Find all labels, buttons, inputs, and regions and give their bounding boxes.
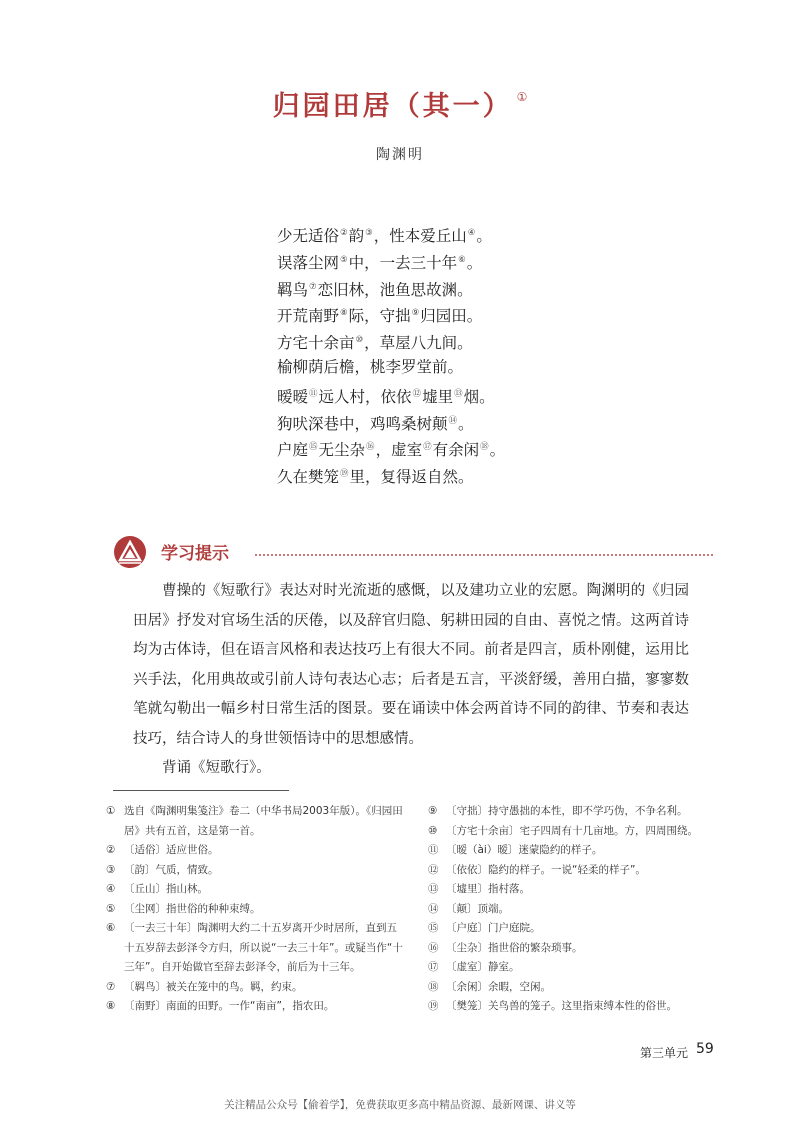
footnote-marker: ④ [467, 228, 476, 238]
poem-author: 陶渊明 [376, 147, 424, 163]
footnote-number: ⑦ [106, 980, 116, 993]
footnote-number: ⑬ [428, 883, 439, 895]
poem-text: 归园田。 [420, 307, 483, 326]
footnote-marker: ③ [365, 228, 373, 238]
poem-text: 少无适俗 [277, 227, 340, 245]
watermark-text: 关注精品公众号【偷着学】，免费获取更多高中精品资源、最新网课、讲义等 [224, 1099, 576, 1111]
footnote-number: ⑧ [106, 1000, 116, 1012]
footnote-text: 〔守拙〕持守愚拙的本性，即不学巧伪，不争名利。 [446, 805, 688, 817]
poem-text: 。 [458, 414, 474, 433]
footnote-number: ② [106, 844, 116, 856]
poem-line [277, 381, 505, 408]
footnote-item [428, 880, 728, 900]
footnote-text: 〔适俗〕适应世俗。 [124, 844, 219, 856]
footnote-marker: ⑪ [309, 388, 318, 399]
title-note-ref: ① [516, 90, 528, 104]
footnote-number: ③ [106, 863, 116, 876]
footnote-text: 〔墟里〕指村落。 [446, 883, 530, 895]
footnote-number: ⑭ [428, 902, 439, 915]
footnote-item [428, 841, 728, 861]
footnote-item [428, 822, 728, 842]
poem-text: 烟。 [463, 387, 495, 406]
footnote-item [106, 880, 406, 900]
footnote-marker: ⑮ [309, 442, 318, 453]
footnote-marker: ⑨ [411, 308, 420, 319]
footnote-item [106, 841, 406, 861]
poem-line [277, 247, 505, 274]
footnote-text: 〔韵〕气质，情致。 [124, 863, 219, 876]
poem-title-text: 归园田居（其一） [272, 91, 513, 122]
poem-text: ，草屋八九间。 [364, 334, 473, 353]
study-tips-body [133, 577, 689, 784]
poem-body [277, 220, 505, 488]
footnote-text: 〔一去三十年〕陶渊明大约二十五岁离开少时居所，直到五十五岁辞去彭泽令方归，所以说“一去三十年”。或疑当作“十三年”。自开始做官至辞去彭泽令，前后为十三年。 [124, 922, 403, 973]
poem-text: ，虚室 [375, 441, 423, 460]
footnote-marker: ⑯ [366, 442, 375, 453]
footnote-text: 〔余闲〕余暇，空闲。 [446, 980, 551, 993]
footnote-marker: ⑧ [340, 308, 348, 319]
footnote-item [106, 919, 406, 978]
poem-line [277, 408, 505, 435]
footnotes-right-column [428, 802, 728, 1017]
poem-text: 。 [466, 253, 483, 272]
poem-line [277, 434, 505, 461]
footnote-text: 〔户庭〕门户庭院。 [446, 922, 541, 934]
footnote-item [106, 861, 406, 881]
poem-text: 远人村，依依 [318, 387, 412, 406]
poem-text: 无尘杂 [318, 441, 366, 460]
poem-text: 方宅十余亩 [277, 334, 355, 353]
poem-text: 恋旧林，池鱼思故渊。 [317, 280, 473, 299]
poem-line [277, 327, 505, 354]
footnote-marker: ⑭ [448, 415, 458, 426]
poem-text: 榆柳荫后檐，桃李罗堂前。 [277, 357, 464, 376]
page-number: 59 [696, 1041, 714, 1057]
footnote-text: 〔尘网〕指世俗的种种束缚。 [124, 902, 261, 915]
poem-text: 狗吠深巷中，鸡鸣桑树颠 [277, 414, 448, 433]
footnote-item [428, 802, 728, 822]
footnote-marker: ⑦ [309, 281, 317, 292]
poem-text: 。 [476, 227, 492, 245]
footnote-number: ⑫ [428, 863, 439, 876]
footnote-item [428, 958, 728, 978]
footnote-number: ① [106, 805, 116, 817]
footnote-number: ⑮ [428, 922, 439, 934]
footnote-number: ⑲ [428, 1000, 439, 1012]
footnote-text: 〔暧（ài）暧〕迷蒙隐约的样子。 [446, 844, 603, 856]
poem-text: ，性本爱丘山 [373, 227, 467, 245]
unit-label: 第三单元 [640, 1046, 689, 1060]
poem-text: 墟里 [422, 387, 454, 406]
footnote-text: 〔南野〕南面的田野。一作“南亩”，指农田。 [124, 1000, 335, 1012]
footnote-item [428, 900, 728, 920]
poem-line [277, 354, 505, 381]
footnote-number: ⑤ [106, 902, 116, 915]
footnote-number: ⑨ [428, 805, 438, 817]
footnote-item [428, 861, 728, 881]
footnote-text: 〔方宅十余亩〕宅子四周有十几亩地。方，四周围绕。 [446, 824, 698, 837]
poem-text: 误落尘网 [277, 253, 340, 272]
footnote-marker: ⑬ [454, 388, 463, 399]
footnote-item [106, 802, 406, 841]
footnote-text: 〔尘杂〕指世俗的繁杂琐事。 [446, 941, 583, 954]
footnote-marker: ⑩ [355, 335, 364, 346]
study-tips-header [113, 535, 713, 569]
footnote-item [428, 939, 728, 959]
footnote-marker: ⑫ [412, 388, 422, 399]
footnote-marker: ⑤ [340, 254, 348, 265]
poem-text: 。 [489, 441, 506, 460]
footnote-number: ⑩ [428, 824, 438, 837]
footnote-marker: ⑲ [340, 469, 349, 480]
footnote-text: 〔丘山〕指山林。 [124, 883, 208, 895]
footnote-item [106, 997, 406, 1017]
study-tips-title: 学习提示 [161, 544, 229, 564]
footnote-item [428, 997, 728, 1017]
dotted-divider [255, 554, 713, 556]
footnote-marker: ⑥ [458, 254, 466, 265]
footnote-item [428, 919, 728, 939]
poem-text: 韵 [348, 227, 365, 245]
poem-text: 户庭 [277, 441, 309, 460]
poem-line [277, 461, 505, 488]
poem-text: 有余闲 [432, 441, 480, 460]
footnotes-left-column [106, 802, 406, 1017]
footnote-number: ⑱ [428, 980, 439, 993]
study-tips-paragraph: 曹操的《短歌行》表达对时光流逝的感慨，以及建功立业的宏愿。陶渊明的《归园田居》抒发对官场生活的厌倦，以及辞官归隐、躬耕田园的自由、喜悦之情。这两首诗均为古体诗，但在语言风格和表达技巧上有很大不同。前者是四言，质朴刚健，运用比兴手法，化用典故或引前人诗句表达心志；后者是五言，平淡舒缓，善用白描，寥寥数笔就勾勒出一幅乡村日常生活的图景。要在诵读中体会两首诗不同的韵律、节奏和表达技巧，结合诗人的身世领悟诗中的思想感情。 [133, 583, 689, 747]
poem-text: 羁鸟 [277, 280, 309, 299]
footnote-text: 〔依依〕隐约的样子。一说“轻柔的样子”。 [446, 863, 646, 876]
footnote-text: 〔羁鸟〕被关在笼中的鸟。羁，约束。 [124, 980, 303, 993]
footnote-text: 选自《陶渊明集笺注》卷二（中华书局2003年版）。《归园田居》共有五首，这是第一首。 [124, 805, 403, 837]
footnote-text: 〔虚室〕静室。 [446, 961, 520, 973]
poem-text: 里，复得返自然。 [349, 468, 474, 487]
poem-line [277, 274, 505, 301]
poem-text: 久在樊笼 [277, 468, 340, 487]
footnote-number: ⑯ [428, 941, 439, 954]
poem-text: 际，守拙 [348, 307, 411, 326]
footnote-marker: ⑰ [423, 442, 432, 453]
footnote-item [106, 900, 406, 920]
footnote-text: 〔樊笼〕关鸟兽的笼子。这里指束缚本性的俗世。 [446, 1000, 677, 1012]
footnote-item [428, 978, 728, 998]
triangle-logo-icon [113, 535, 147, 569]
poem-text: 开荒南野 [277, 307, 340, 326]
footnote-rule [113, 790, 289, 791]
footnote-number: ⑪ [428, 844, 439, 856]
footnote-item [106, 978, 406, 998]
poem-text: 中，一去三十年 [348, 253, 458, 272]
poem-line [277, 300, 505, 327]
poem-text: 暧暧 [277, 387, 309, 406]
footnote-marker: ⑱ [480, 442, 489, 453]
study-tips-paragraph: 背诵《短歌行》。 [162, 760, 271, 776]
footnote-text: 〔颠〕顶端。 [446, 902, 509, 915]
footnote-number: ⑰ [428, 961, 439, 973]
footnote-number: ④ [106, 883, 116, 895]
footnote-number: ⑥ [106, 922, 116, 934]
footnote-marker: ② [340, 228, 348, 238]
poem-line [277, 220, 505, 247]
poem-title [0, 84, 800, 123]
